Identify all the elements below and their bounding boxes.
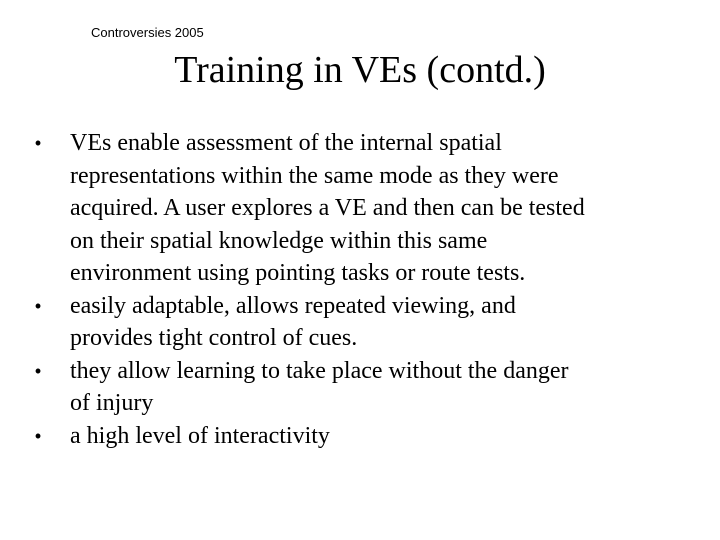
bullet-line: easily adaptable, allows repeated viewing, and [70,292,516,319]
bullet-dot-icon: • [34,360,42,381]
bullet-item [28,355,698,420]
bullet-dot-icon: • [34,295,42,316]
bullet-line: on their spatial knowledge within this same [70,227,488,254]
bullet-line: they allow learning to take place without the danger [70,357,569,384]
bullet-dot-icon: • [34,133,42,153]
bullet-dot-icon: • [34,425,42,446]
bullet-line: acquired. A user explores a VE and then can be tested [70,195,585,221]
bullet-line: representations within the same mode as they were [70,162,559,189]
bullet-item [28,127,698,290]
slide-title: Training in VEs (contd.) [174,49,546,91]
bullet-line: VEs enable assessment of the internal spatial [70,130,502,156]
bullet-list [28,127,698,452]
bullet-item [28,290,698,355]
bullet-line: of injury [70,390,154,416]
bullet-line: provides tight control of cues. [70,325,358,351]
bullet-line: a high level of interactivity [70,422,330,449]
bullet-line: environment using pointing tasks or route tests. [70,260,526,286]
header-text: Controversies 2005 [91,25,204,40]
bullet-item [28,420,698,453]
